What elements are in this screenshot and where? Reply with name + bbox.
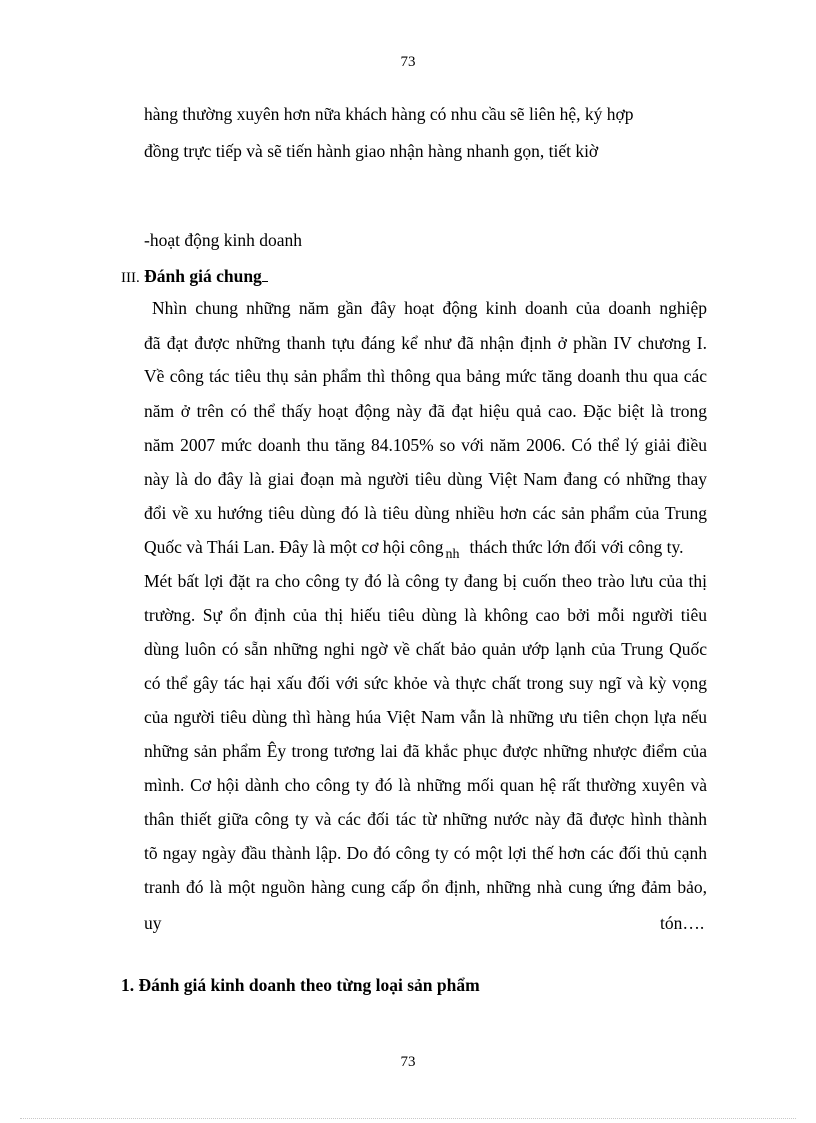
page-edge-divider [20,1118,796,1119]
paragraph-line: tõ ngay ngày đầu thành lập. Do đó công ty có một lợi thế hơn các đối thủ cạnh [144,843,707,863]
page-number-bottom: 73 [400,1054,416,1070]
paragraph-line: dùng luôn có sẵn những nghi ngờ về chất bảo quản ướp lạnh của Trung Quốc [144,639,707,659]
paragraph-line: của người tiêu dùng thì hàng húa Việt Nam vẫn là những ưu tiên chọn lựa nếu [144,707,707,727]
subscript-nh: nh [445,547,460,562]
text-line: đồng trực tiếp và sẽ tiến hành giao nhận hàng nhanh gọn, tiết kiờ [144,141,599,161]
section-heading-iii [121,266,268,287]
paragraph-line: tranh đó là một nguồn hàng cung cấp ổn định, những nhà cung ứng đảm bảo, [144,877,707,897]
text-line: hàng thường xuyên hơn nữa khách hàng có nhu cầu sẽ liên hệ, ký hợp [144,104,634,124]
paragraph-line: Mét bất lợi đặt ra cho công ty đó là công ty đang bị cuốn theo trào lưu của thị [144,571,707,591]
paragraph-line-nh [144,537,684,562]
last-line-left: uy [144,913,162,933]
paragraph-line: này là do đây là giai đoạn mà người tiêu dùng Việt Nam đang có những thay [144,469,707,489]
underline-mark [262,267,268,282]
roman-numeral: III. [121,270,140,286]
paragraph-line: năm 2007 mức doanh thu tăng 84.105% so với năm 2006. Có thể lý giải điều [144,435,707,455]
paragraph-line: những sản phẩm Êy trong tương lai đã khắc phục được những nhược điểm của [144,741,707,761]
activity-line: -hoạt động kinh doanh [144,230,302,250]
section-title: Đánh giá chung [144,266,262,286]
page-number-top: 73 [400,54,416,70]
line-text-before: Quốc và Thái Lan. Đây là một cơ hội công [144,537,444,557]
paragraph-line: Về công tác tiêu thụ sản phẩm thì thông qua bảng mức tăng doanh thu qua các [144,366,707,386]
paragraph-line: năm ở trên có thể thấy hoạt động này đã đạt hiệu quả cao. Đặc biệt là trong [144,401,707,421]
paragraph-line: trường. Sự ổn định của thị hiếu tiêu dùng là không cao bởi mỗi người tiêu [144,605,707,625]
subsection-heading: 1. Đánh giá kinh doanh theo từng loại sản phẩm [121,975,480,995]
paragraph-line: đã đạt được những thanh tựu đáng kể như đã nhận định ở phần IV chương I. [144,333,707,353]
paragraph-line: mình. Cơ hội dành cho công ty đó là những mối quan hệ rất thường xuyên và [144,775,707,795]
paragraph-line: đổi về xu hướng tiêu dùng đó là tiêu dùng nhiều hơn các sản phẩm của Trung [144,503,707,523]
paragraph-line: có thể gây tác hại xấu đối với sức khỏe và thực chất trong suy ngĩ và kỳ vọng [144,673,707,693]
line-text-after: thách thức lớn đối với công ty. [469,537,684,557]
paragraph-line: Nhìn chung những năm gần đây hoạt động kinh doanh của doanh nghiệp [152,298,707,318]
last-line-right: tón…. [660,913,705,933]
paragraph-line: thân thiết giữa công ty và các đối tác từ những nước này đã được hình thành [144,809,707,829]
